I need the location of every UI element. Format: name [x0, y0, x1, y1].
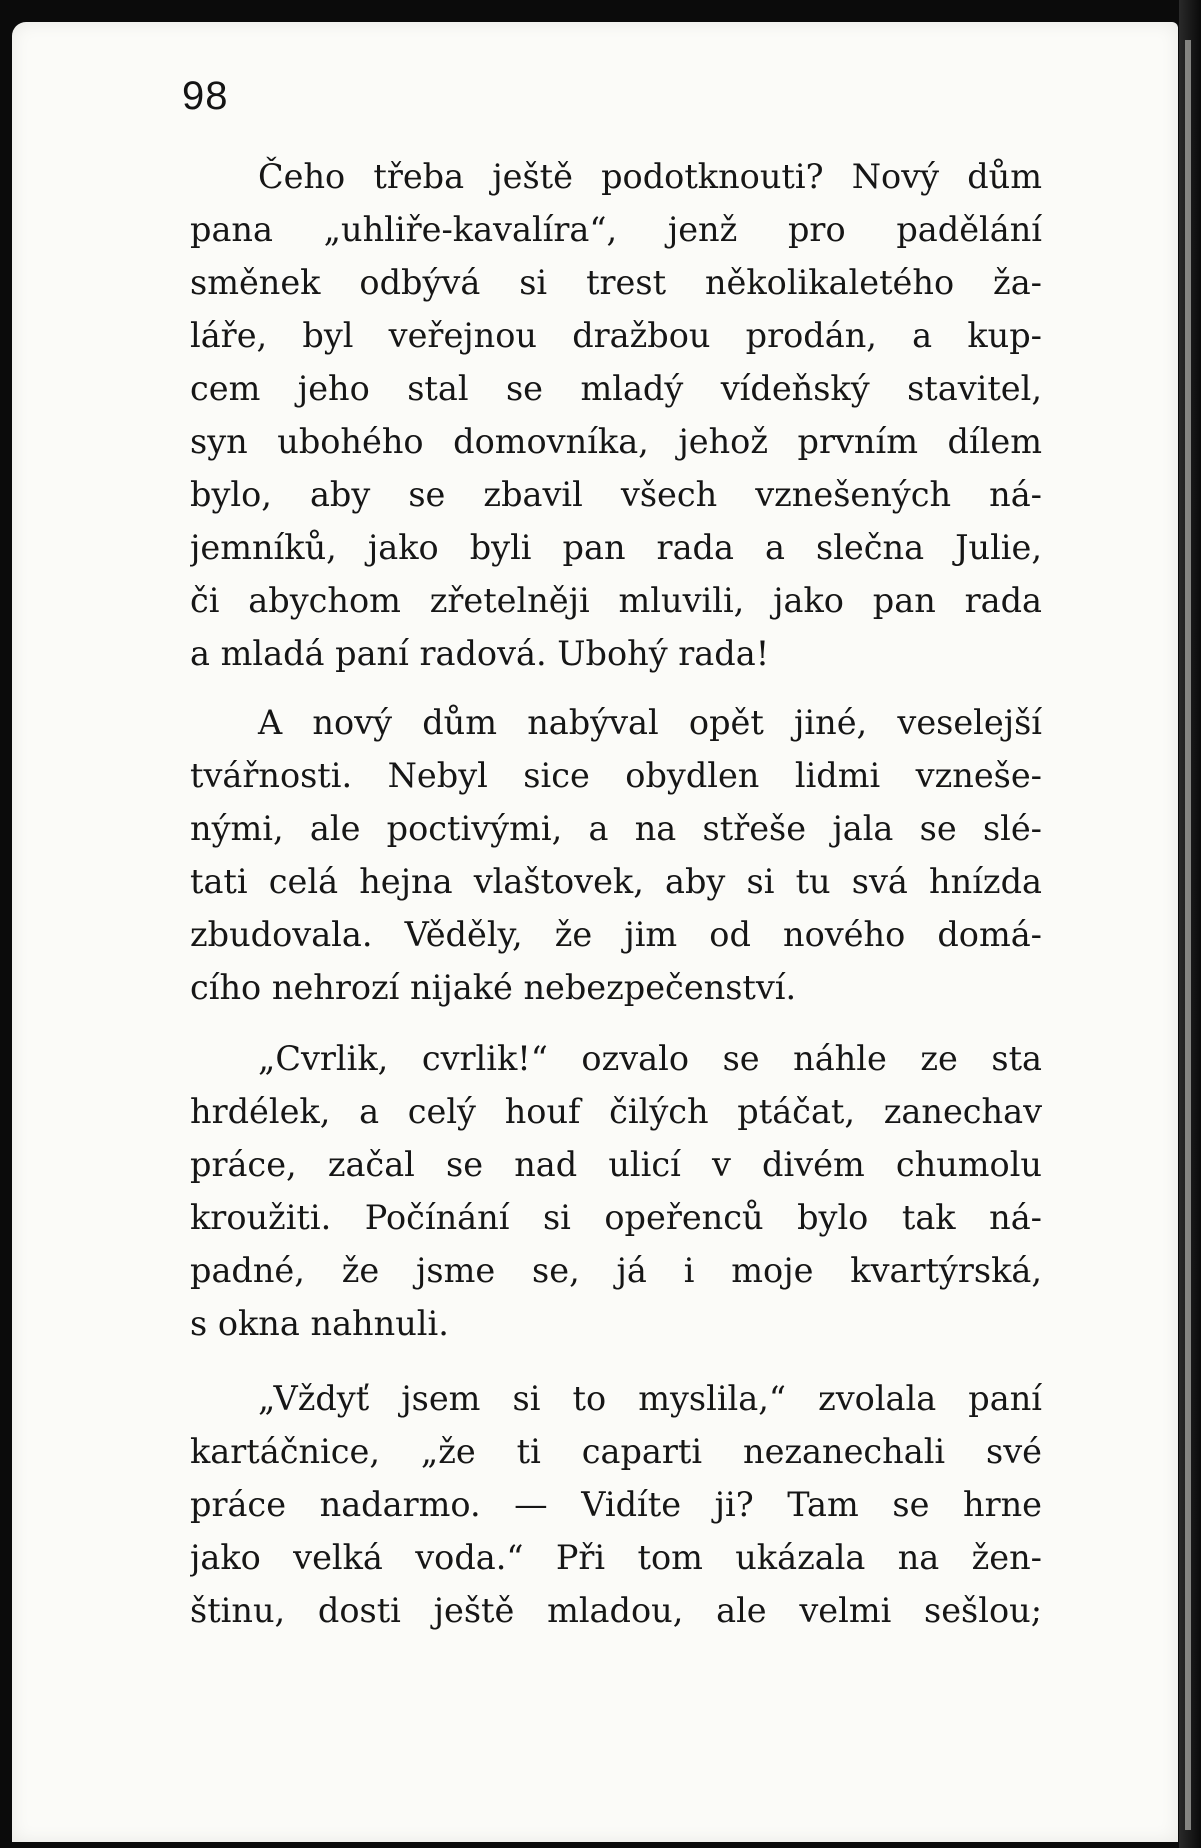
text-line: nými, ale poctivými, a na střeše jala se slé- — [190, 809, 1042, 848]
text-line: láře, byl veřejnou dražbou prodán, a kup- — [190, 316, 1042, 355]
text-line: tvářnosti. Nebyl sice obydlen lidmi vzneše- — [190, 756, 1042, 795]
text-line: tati celá hejna vlaštovek, aby si tu svá hnízda — [190, 862, 1042, 901]
text-line: „Vždyť jsem si to myslila,“ zvolala paní — [258, 1379, 1042, 1418]
text-line: práce, začal se nad ulicí v divém chumolu — [190, 1145, 1042, 1184]
text-line: a mladá paní radová. Ubohý rada! — [190, 634, 770, 673]
text-line: „Cvrlik, cvrlik!“ ozvalo se náhle ze sta — [258, 1039, 1042, 1078]
text-line: štinu, dosti ještě mladou, ale velmi sešlou; — [190, 1591, 1042, 1630]
paragraph — [190, 1372, 1042, 1637]
text-line: syn ubohého domovníka, jehož prvním dílem — [190, 422, 1042, 461]
book-page — [12, 22, 1178, 1842]
paragraph — [190, 150, 1042, 680]
text-line: cem jeho stal se mladý vídeňský stavitel, — [190, 369, 1042, 408]
text-line: či abychom zřetelněji mluvili, jako pan rada — [190, 581, 1042, 620]
page-edge-highlight — [1185, 40, 1191, 1830]
text-line: kroužiti. Počínání si opeřenců bylo tak ná- — [190, 1198, 1042, 1237]
text-line: jako velká voda.“ Při tom ukázala na žen- — [190, 1538, 1042, 1577]
text-line: Čeho třeba ještě podotknouti? Nový dům — [258, 157, 1042, 196]
text-line: bylo, aby se zbavil všech vznešených ná- — [190, 475, 1042, 514]
paragraph — [190, 696, 1042, 1014]
text-line: hrdélek, a celý houf čilých ptáčat, zanechav — [190, 1092, 1042, 1131]
text-line: s okna nahnuli. — [190, 1304, 449, 1343]
text-line: směnek odbývá si trest několikaletého ža- — [190, 263, 1042, 302]
text-line: jemníků, jako byli pan rada a slečna Julie, — [190, 528, 1042, 567]
text-line: pana „uhliře-kavalíra“, jenž pro padělání — [190, 210, 1042, 249]
paragraph — [190, 1032, 1042, 1350]
page-number: 98 — [182, 74, 229, 118]
text-line: práce nadarmo. — Vidíte ji? Tam se hrne — [190, 1485, 1042, 1524]
text-line: padné, že jsme se, já i moje kvartýrská, — [190, 1251, 1042, 1290]
text-line: A nový dům nabýval opět jiné, veselejší — [258, 703, 1042, 742]
text-line: zbudovala. Věděly, že jim od nového domá- — [190, 915, 1042, 954]
body-text — [190, 150, 1042, 1637]
text-line: kartáčnice, „že ti caparti nezanechali své — [190, 1432, 1042, 1471]
text-line: cího nehrozí nijaké nebezpečenství. — [190, 968, 797, 1007]
